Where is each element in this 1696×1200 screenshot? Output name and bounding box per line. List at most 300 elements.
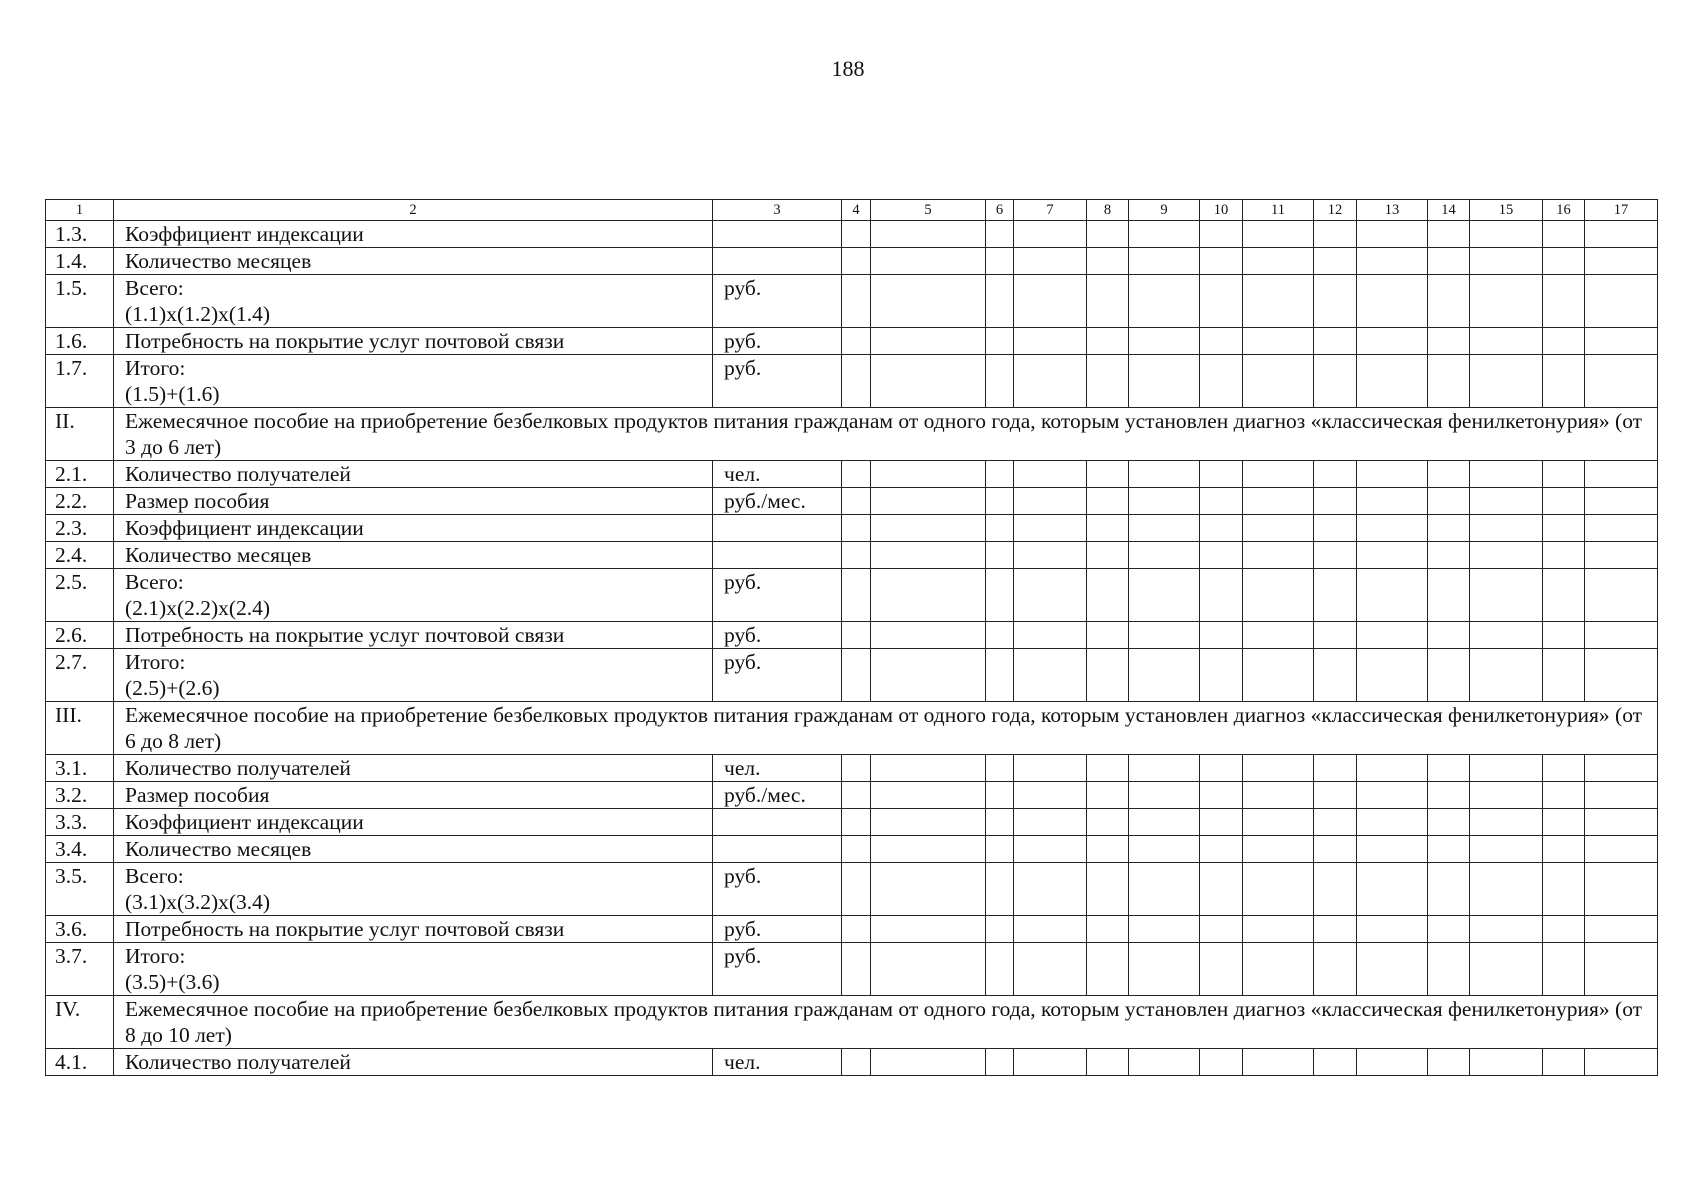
empty-cell xyxy=(842,809,871,836)
empty-cell xyxy=(1543,836,1585,863)
empty-cell xyxy=(1543,355,1585,408)
row-number: 1.3. xyxy=(46,221,114,248)
row-unit xyxy=(713,836,842,863)
empty-cell xyxy=(1357,836,1428,863)
row-label-line: Количество получателей xyxy=(125,1050,351,1074)
empty-cell xyxy=(1428,488,1470,515)
row-label-line: Размер пособия xyxy=(125,489,270,513)
empty-cell xyxy=(842,622,871,649)
table-row xyxy=(46,809,1658,836)
empty-cell xyxy=(1129,569,1200,622)
row-label xyxy=(114,755,713,782)
empty-cell xyxy=(1428,569,1470,622)
row-label-line: Потребность на покрытие услуг почтовой связи xyxy=(125,623,565,647)
table-row xyxy=(46,836,1658,863)
empty-cell xyxy=(1314,836,1357,863)
row-number: 2.7. xyxy=(46,649,114,702)
empty-cell xyxy=(986,916,1014,943)
empty-cell xyxy=(1470,863,1543,916)
table-row xyxy=(46,275,1658,328)
empty-cell xyxy=(1470,275,1543,328)
empty-cell xyxy=(1314,461,1357,488)
empty-cell xyxy=(842,275,871,328)
row-label xyxy=(114,355,713,408)
empty-cell xyxy=(842,221,871,248)
row-label xyxy=(114,221,713,248)
empty-cell xyxy=(1585,755,1658,782)
row-label xyxy=(114,569,713,622)
empty-cell xyxy=(1314,863,1357,916)
empty-cell xyxy=(986,275,1014,328)
empty-cell xyxy=(871,943,986,996)
empty-cell xyxy=(1014,221,1087,248)
empty-cell xyxy=(1428,916,1470,943)
empty-cell xyxy=(1087,649,1129,702)
row-formula: (1.5)+(1.6) xyxy=(125,382,220,406)
empty-cell xyxy=(1428,1049,1470,1076)
empty-cell xyxy=(842,755,871,782)
empty-cell xyxy=(986,461,1014,488)
column-number: 1 xyxy=(46,200,114,221)
empty-cell xyxy=(1314,355,1357,408)
empty-cell xyxy=(1428,248,1470,275)
empty-cell xyxy=(871,275,986,328)
empty-cell xyxy=(1314,569,1357,622)
empty-cell xyxy=(1129,1049,1200,1076)
table-row xyxy=(46,916,1658,943)
empty-cell xyxy=(1014,943,1087,996)
budget-table xyxy=(45,199,1658,1076)
empty-cell xyxy=(1243,863,1314,916)
column-number: 14 xyxy=(1428,200,1470,221)
empty-cell xyxy=(1428,836,1470,863)
empty-cell xyxy=(1543,809,1585,836)
empty-cell xyxy=(1314,275,1357,328)
empty-cell xyxy=(871,649,986,702)
empty-cell xyxy=(1200,622,1243,649)
empty-cell xyxy=(1243,355,1314,408)
empty-cell xyxy=(1014,782,1087,809)
empty-cell xyxy=(1243,836,1314,863)
empty-cell xyxy=(1585,328,1658,355)
empty-cell xyxy=(1314,488,1357,515)
empty-cell xyxy=(1585,622,1658,649)
empty-cell xyxy=(871,328,986,355)
empty-cell xyxy=(1357,809,1428,836)
empty-cell xyxy=(1543,755,1585,782)
empty-cell xyxy=(1087,569,1129,622)
empty-cell xyxy=(1585,542,1658,569)
empty-cell xyxy=(1200,569,1243,622)
empty-cell xyxy=(871,488,986,515)
table-row xyxy=(46,515,1658,542)
empty-cell xyxy=(1014,569,1087,622)
table-row xyxy=(46,488,1658,515)
empty-cell xyxy=(1428,221,1470,248)
empty-cell xyxy=(1129,943,1200,996)
empty-cell xyxy=(1470,488,1543,515)
empty-cell xyxy=(1087,355,1129,408)
empty-cell xyxy=(1543,542,1585,569)
empty-cell xyxy=(1200,515,1243,542)
empty-cell xyxy=(1087,809,1129,836)
empty-cell xyxy=(1243,275,1314,328)
empty-cell xyxy=(1543,782,1585,809)
page-number: 188 xyxy=(831,56,865,81)
empty-cell xyxy=(1470,221,1543,248)
empty-cell xyxy=(1543,863,1585,916)
row-unit: руб. xyxy=(713,622,842,649)
empty-cell xyxy=(842,542,871,569)
empty-cell xyxy=(1087,1049,1129,1076)
empty-cell xyxy=(1129,836,1200,863)
empty-cell xyxy=(1129,782,1200,809)
column-number: 7 xyxy=(1014,200,1087,221)
row-unit: руб. xyxy=(713,355,842,408)
empty-cell xyxy=(1129,355,1200,408)
empty-cell xyxy=(1585,836,1658,863)
row-label xyxy=(114,836,713,863)
empty-cell xyxy=(1200,355,1243,408)
empty-cell xyxy=(1129,328,1200,355)
row-unit: руб. xyxy=(713,863,842,916)
empty-cell xyxy=(1087,863,1129,916)
empty-cell xyxy=(842,1049,871,1076)
empty-cell xyxy=(1014,755,1087,782)
empty-cell xyxy=(986,622,1014,649)
row-unit xyxy=(713,515,842,542)
table-row xyxy=(46,1049,1658,1076)
empty-cell xyxy=(1470,836,1543,863)
empty-cell xyxy=(842,461,871,488)
empty-cell xyxy=(1428,755,1470,782)
column-number: 5 xyxy=(871,200,986,221)
row-label xyxy=(114,943,713,996)
empty-cell xyxy=(1129,542,1200,569)
row-label xyxy=(114,515,713,542)
empty-cell xyxy=(1314,782,1357,809)
column-number: 6 xyxy=(986,200,1014,221)
empty-cell xyxy=(1470,542,1543,569)
empty-cell xyxy=(986,943,1014,996)
empty-cell xyxy=(1543,1049,1585,1076)
empty-cell xyxy=(1314,916,1357,943)
empty-cell xyxy=(1014,328,1087,355)
empty-cell xyxy=(1357,488,1428,515)
empty-cell xyxy=(986,1049,1014,1076)
empty-cell xyxy=(1470,461,1543,488)
empty-cell xyxy=(1200,221,1243,248)
row-number: 3.6. xyxy=(46,916,114,943)
empty-cell xyxy=(1087,782,1129,809)
empty-cell xyxy=(1243,809,1314,836)
row-label xyxy=(114,248,713,275)
empty-cell xyxy=(1243,488,1314,515)
empty-cell xyxy=(842,916,871,943)
empty-cell xyxy=(1585,943,1658,996)
row-number: 3.3. xyxy=(46,809,114,836)
empty-cell xyxy=(1314,649,1357,702)
empty-cell xyxy=(986,248,1014,275)
empty-cell xyxy=(986,355,1014,408)
empty-cell xyxy=(1585,221,1658,248)
empty-cell xyxy=(1129,863,1200,916)
empty-cell xyxy=(1014,809,1087,836)
empty-cell xyxy=(1470,809,1543,836)
row-label-line: Количество месяцев xyxy=(125,543,312,567)
row-label-line: Коэффициент индексации xyxy=(125,516,364,540)
row-formula: (3.5)+(3.6) xyxy=(125,970,220,994)
row-number: 2.6. xyxy=(46,622,114,649)
empty-cell xyxy=(1243,461,1314,488)
empty-cell xyxy=(1129,275,1200,328)
empty-cell xyxy=(1200,488,1243,515)
empty-cell xyxy=(1470,569,1543,622)
empty-cell xyxy=(1129,649,1200,702)
empty-cell xyxy=(986,836,1014,863)
empty-cell xyxy=(1243,622,1314,649)
row-unit: руб. xyxy=(713,275,842,328)
empty-cell xyxy=(871,569,986,622)
empty-cell xyxy=(1357,542,1428,569)
empty-cell xyxy=(1129,916,1200,943)
row-label xyxy=(114,275,713,328)
row-number: 3.5. xyxy=(46,863,114,916)
empty-cell xyxy=(1014,461,1087,488)
empty-cell xyxy=(1543,569,1585,622)
empty-cell xyxy=(1129,622,1200,649)
empty-cell xyxy=(842,488,871,515)
empty-cell xyxy=(1200,461,1243,488)
empty-cell xyxy=(1314,1049,1357,1076)
empty-cell xyxy=(1014,488,1087,515)
empty-cell xyxy=(1543,622,1585,649)
table-row xyxy=(46,355,1658,408)
empty-cell xyxy=(1087,916,1129,943)
empty-cell xyxy=(1357,221,1428,248)
table-row xyxy=(46,943,1658,996)
empty-cell xyxy=(1087,248,1129,275)
column-number: 12 xyxy=(1314,200,1357,221)
empty-cell xyxy=(1314,622,1357,649)
row-formula: (3.1)x(3.2)x(3.4) xyxy=(125,890,271,914)
section-row xyxy=(46,702,1658,755)
empty-cell xyxy=(1014,622,1087,649)
empty-cell xyxy=(1428,649,1470,702)
column-number: 9 xyxy=(1129,200,1200,221)
empty-cell xyxy=(842,355,871,408)
empty-cell xyxy=(1087,943,1129,996)
empty-cell xyxy=(1428,542,1470,569)
empty-cell xyxy=(1200,542,1243,569)
empty-cell xyxy=(842,569,871,622)
empty-cell xyxy=(1087,461,1129,488)
empty-cell xyxy=(1200,943,1243,996)
empty-cell xyxy=(1243,916,1314,943)
row-number: 4.1. xyxy=(46,1049,114,1076)
row-label xyxy=(114,1049,713,1076)
empty-cell xyxy=(871,782,986,809)
row-label-line: Потребность на покрытие услуг почтовой связи xyxy=(125,329,565,353)
empty-cell xyxy=(1357,755,1428,782)
row-unit xyxy=(713,248,842,275)
row-number: III. xyxy=(46,702,114,755)
empty-cell xyxy=(1585,863,1658,916)
row-unit: руб./мес. xyxy=(713,782,842,809)
empty-cell xyxy=(1314,515,1357,542)
empty-cell xyxy=(1087,515,1129,542)
column-number: 15 xyxy=(1470,200,1543,221)
empty-cell xyxy=(871,755,986,782)
row-unit: руб. xyxy=(713,328,842,355)
empty-cell xyxy=(1357,328,1428,355)
row-label-line: Количество получателей xyxy=(125,462,351,486)
table-row xyxy=(46,248,1658,275)
empty-cell xyxy=(871,1049,986,1076)
table-row xyxy=(46,569,1658,622)
empty-cell xyxy=(1087,328,1129,355)
empty-cell xyxy=(1087,221,1129,248)
empty-cell xyxy=(1585,649,1658,702)
empty-cell xyxy=(1357,622,1428,649)
row-label-line: Итого: xyxy=(125,944,186,968)
row-label xyxy=(114,542,713,569)
empty-cell xyxy=(1129,221,1200,248)
row-unit: руб. xyxy=(713,916,842,943)
row-unit xyxy=(713,221,842,248)
empty-cell xyxy=(871,836,986,863)
row-formula: (2.5)+(2.6) xyxy=(125,676,220,700)
empty-cell xyxy=(1470,782,1543,809)
empty-cell xyxy=(1014,515,1087,542)
empty-cell xyxy=(1087,275,1129,328)
empty-cell xyxy=(842,836,871,863)
empty-cell xyxy=(1428,515,1470,542)
empty-cell xyxy=(1014,649,1087,702)
empty-cell xyxy=(1014,355,1087,408)
row-number: 2.2. xyxy=(46,488,114,515)
empty-cell xyxy=(1200,863,1243,916)
empty-cell xyxy=(871,622,986,649)
row-label-line: Итого: xyxy=(125,650,186,674)
section-title: Ежемесячное пособие на приобретение безбелковых продуктов питания гражданам от одного года, которым установлен диагноз «классическая фенилкетонурия» (от 8 до 10 лет) xyxy=(114,996,1658,1049)
table-row xyxy=(46,328,1658,355)
empty-cell xyxy=(1087,755,1129,782)
empty-cell xyxy=(1585,275,1658,328)
table-row xyxy=(46,542,1658,569)
column-number: 13 xyxy=(1357,200,1428,221)
empty-cell xyxy=(1014,542,1087,569)
empty-cell xyxy=(871,542,986,569)
row-number: 2.3. xyxy=(46,515,114,542)
row-label xyxy=(114,916,713,943)
empty-cell xyxy=(1543,488,1585,515)
empty-cell xyxy=(1243,782,1314,809)
empty-cell xyxy=(986,542,1014,569)
empty-cell xyxy=(871,916,986,943)
empty-cell xyxy=(1470,916,1543,943)
row-label-line: Итого: xyxy=(125,356,186,380)
empty-cell xyxy=(1243,569,1314,622)
section-title: Ежемесячное пособие на приобретение безбелковых продуктов питания гражданам от одного года, которым установлен диагноз «классическая фенилкетонурия» (от 3 до 6 лет) xyxy=(114,408,1658,461)
row-number: 2.4. xyxy=(46,542,114,569)
empty-cell xyxy=(1585,809,1658,836)
empty-cell xyxy=(1428,355,1470,408)
empty-cell xyxy=(1428,622,1470,649)
row-unit: чел. xyxy=(713,461,842,488)
row-number: 1.6. xyxy=(46,328,114,355)
row-label xyxy=(114,649,713,702)
empty-cell xyxy=(1014,916,1087,943)
row-unit: чел. xyxy=(713,1049,842,1076)
empty-cell xyxy=(871,248,986,275)
row-label-line: Всего: xyxy=(125,570,184,594)
row-number: 1.5. xyxy=(46,275,114,328)
row-number: 2.1. xyxy=(46,461,114,488)
empty-cell xyxy=(1014,1049,1087,1076)
empty-cell xyxy=(1243,943,1314,996)
row-unit: руб. xyxy=(713,943,842,996)
empty-cell xyxy=(1243,542,1314,569)
empty-cell xyxy=(1314,248,1357,275)
empty-cell xyxy=(1314,542,1357,569)
empty-cell xyxy=(1357,569,1428,622)
empty-cell xyxy=(986,328,1014,355)
table-body xyxy=(46,200,1658,1076)
empty-cell xyxy=(1428,943,1470,996)
empty-cell xyxy=(1357,515,1428,542)
empty-cell xyxy=(1585,355,1658,408)
empty-cell xyxy=(1243,328,1314,355)
row-label-line: Потребность на покрытие услуг почтовой связи xyxy=(125,917,565,941)
empty-cell xyxy=(986,649,1014,702)
row-label xyxy=(114,782,713,809)
row-label xyxy=(114,863,713,916)
empty-cell xyxy=(1543,916,1585,943)
table-row xyxy=(46,755,1658,782)
empty-cell xyxy=(871,221,986,248)
empty-cell xyxy=(1129,809,1200,836)
empty-cell xyxy=(1585,916,1658,943)
empty-cell xyxy=(1428,275,1470,328)
empty-cell xyxy=(1129,248,1200,275)
row-label xyxy=(114,461,713,488)
empty-cell xyxy=(1357,248,1428,275)
empty-cell xyxy=(1470,943,1543,996)
row-label-line: Коэффициент индексации xyxy=(125,810,364,834)
empty-cell xyxy=(1200,809,1243,836)
empty-cell xyxy=(1470,355,1543,408)
row-label xyxy=(114,622,713,649)
empty-cell xyxy=(1129,515,1200,542)
empty-cell xyxy=(1243,515,1314,542)
empty-cell xyxy=(871,515,986,542)
empty-cell xyxy=(1314,221,1357,248)
empty-cell xyxy=(1243,221,1314,248)
empty-cell xyxy=(1200,916,1243,943)
empty-cell xyxy=(1087,488,1129,515)
section-row xyxy=(46,408,1658,461)
empty-cell xyxy=(1129,488,1200,515)
empty-cell xyxy=(1200,328,1243,355)
empty-cell xyxy=(986,863,1014,916)
empty-cell xyxy=(1543,221,1585,248)
row-label-line: Всего: xyxy=(125,276,184,300)
row-label xyxy=(114,328,713,355)
row-label-line: Всего: xyxy=(125,864,184,888)
row-label xyxy=(114,488,713,515)
empty-cell xyxy=(842,649,871,702)
